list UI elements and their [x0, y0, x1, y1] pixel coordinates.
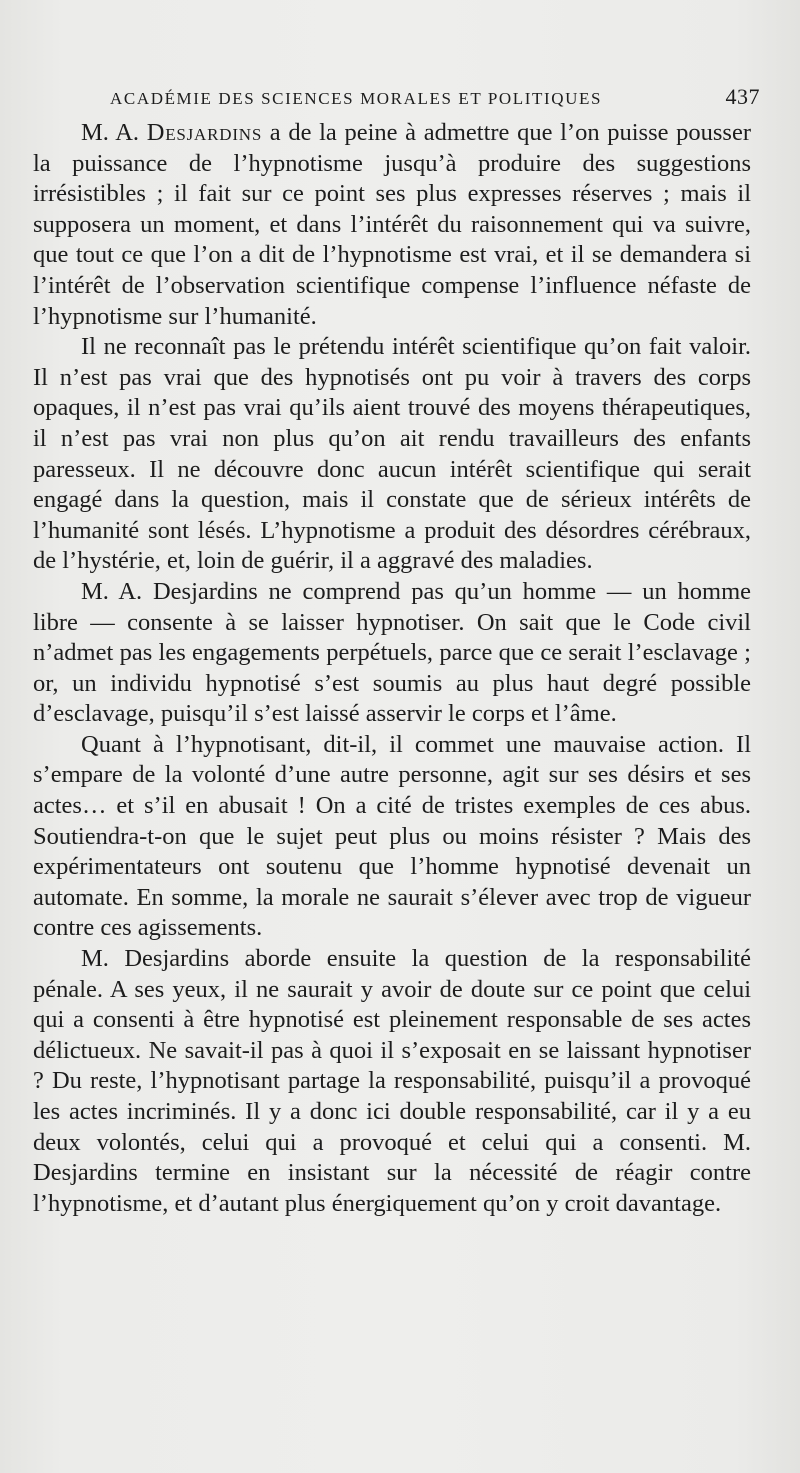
author-name-smallcaps: Desjardins [146, 119, 263, 146]
paragraph-5: M. Desjardins aborde ensuite la question de la responsabilité pénale. A ses yeux, il ne saurait y avoir de doute sur ce point que celui qui a consenti à être hypnotisé est pleinement responsable de ses actes délictueux. Ne savait-il pas à quoi il s’exposait en se laissant hypnotiser ? Du reste, l’hypnotisant partage la responsabilité, puisqu’il a provoqué les actes incriminés. Il y a donc ici double responsabilité, car il y a eu deux volontés, celui qui a provoqué et celui qui a consenti. M. Desjardins termine en insistant sur la nécessité de réagir contre l’hypnotisme, et d’autant plus énergiquement qu’on y croit davantage. [33, 945, 751, 1217]
paragraph-4: Quant à l’hypnotisant, dit-il, il commet une mauvaise action. Il s’empare de la volonté d’une autre personne, agit sur ses désirs et ses actes… et s’il en abusait ! On a cité de tristes exemples de ces abus. Soutiendra-t-on que le sujet peut plus ou moins résister ? Mais des expérimentateurs ont soutenu que l’homme hypnotisé devenait un automate. En somme, la morale ne saurait s’élever avec trop de vigueur contre ces agissements. [33, 730, 751, 942]
paragraph-1-lead: M. A. [81, 119, 147, 146]
page-number: 437 [725, 84, 760, 109]
article-body [33, 118, 751, 1219]
running-header [110, 84, 760, 118]
paragraph-1 [33, 118, 751, 332]
running-header-title: ACADÉMIE DES SCIENCES MORALES ET POLITIQUES [110, 89, 603, 108]
paragraph-2: Il ne reconnaît pas le prétendu intérêt scientifique qu’on fait valoir. Il n’est pas vrai que des hypnotisés ont pu voir à travers des corps opaques, il n’est pas vrai qu’ils aient trouvé des moyens thérapeutiques, il n’est pas vrai non plus qu’on ait rendu travailleurs des enfants paresseux. Il ne découvre donc aucun intérêt scientifique qui serait engagé dans la question, mais il constate que de sérieux intérêts de l’humanité sont lésés. L’hypnotisme a produit des désordres cérébraux, de l’hystérie, et, loin de guérir, il a aggravé des maladies. [33, 333, 751, 575]
paragraph-3: M. A. Desjardins ne comprend pas qu’un homme — un homme libre — consente à se laisser hypnotiser. On sait que le Code civil n’admet pas les engagements perpétuels, parce que ce serait l’esclavage ; or, un individu hypnotisé s’est soumis au plus haut degré possible d’esclavage, puisqu’il s’est laissé asservir le corps et l’âme. [33, 577, 751, 728]
paragraph-1-text: a de la peine à admettre que l’on puisse pousser la puissance de l’hypnotisme jusqu’à produire des suggestions irrésistibles ; il fait sur ce point ses plus expresses réserves ; mais il supposera un moment, et dans l’intérêt du raisonnement qui va suivre, que tout ce que l’on a dit de l’hypnotisme est vrai, et il se demandera si l’intérêt de l’observation scientifique compense l’influence néfaste de l’hypnotisme sur l’humanité. [33, 119, 751, 330]
